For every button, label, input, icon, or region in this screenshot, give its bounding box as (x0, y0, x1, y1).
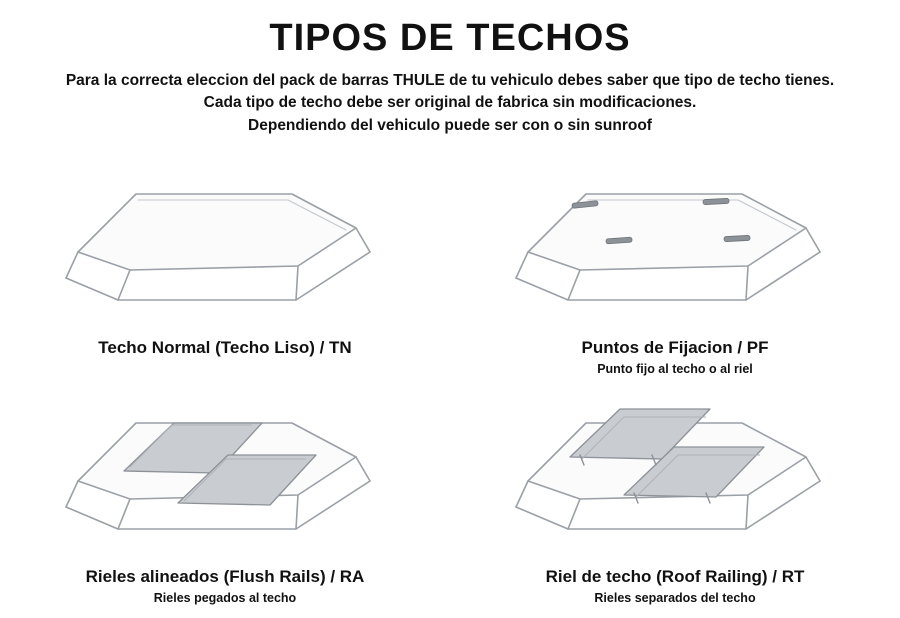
subtitle-block (0, 70, 900, 137)
roof-type-caption-rt: Riel de techo (Roof Railing) / RT (545, 567, 805, 586)
roof-type-card-pf (450, 168, 900, 393)
subtitle-line-1: Para la correcta eleccion del pack de barras THULE de tu vehiculo debes saber que tipo de techo tienes. (65, 71, 835, 89)
car-roof-railing-icon (510, 403, 840, 553)
roof-type-note-ra: Rieles pegados al techo (153, 591, 297, 605)
car-roof-plain-icon (60, 174, 390, 324)
car-roof-flush-rails-icon (60, 403, 390, 553)
subtitle-line-3: Dependiendo del vehiculo puede ser con o sin sunroof (248, 116, 652, 134)
roof-type-card-rt (450, 393, 900, 618)
roof-type-caption-pf: Puntos de Fijacion / PF (581, 338, 769, 357)
roof-type-note-rt: Rieles separados del techo (594, 591, 756, 605)
subtitle-line-2: Cada tipo de techo debe ser original de fabrica sin modificaciones. (203, 94, 697, 112)
roof-type-card-ra (0, 393, 450, 618)
roof-type-caption-tn: Techo Normal (Techo Liso) / TN (98, 338, 352, 357)
roof-type-caption-ra: Rieles alineados (Flush Rails) / RA (85, 567, 365, 586)
roof-type-note-pf: Punto fijo al techo o al riel (597, 362, 753, 376)
roof-type-card-tn (0, 168, 450, 393)
page-title: TIPOS DE TECHOS (269, 17, 631, 59)
car-roof-fixpoint-icon (510, 174, 840, 324)
roof-type-grid (0, 168, 900, 618)
poster-root (0, 18, 900, 618)
